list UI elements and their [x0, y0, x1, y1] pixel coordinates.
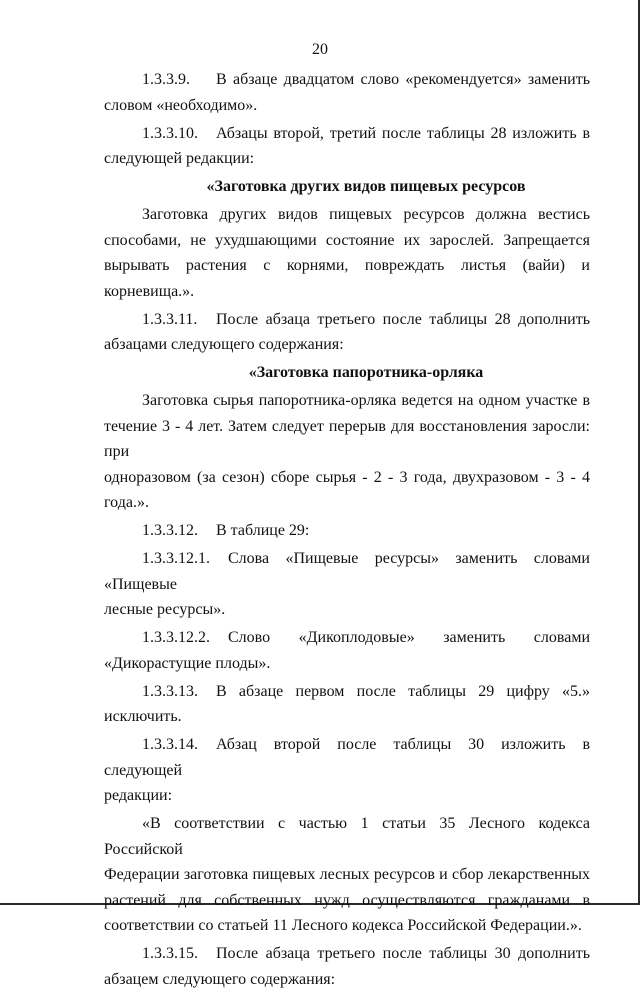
item-number: 1.3.3.10. [142, 121, 216, 147]
item-text: Абзацы второй, третий после таблицы 28 изложить в [216, 125, 590, 142]
paragraph-2-line-2: следующей редакции: [104, 146, 590, 172]
section-heading-other-food-resources: «Заготовка других видов пищевых ресурсов [104, 174, 590, 200]
paragraph-10-line-1 [104, 732, 590, 783]
item-number: 1.3.3.12. [142, 518, 216, 544]
item-text: В абзаце двадцатом слово «рекомендуется» заменить [216, 71, 590, 88]
page-number: 20 [0, 40, 640, 60]
item-text: Абзац второй после таблицы 30 изложить в следующей [104, 736, 590, 779]
item-number: 1.3.3.15. [142, 941, 216, 967]
item-text: После абзаца третьего после таблицы 30 дополнить [216, 945, 590, 962]
item-text: В абзаце первом после таблицы 29 цифру «5.» [216, 683, 590, 700]
paragraph-11-line-2: абзацем следующего содержания: [104, 967, 590, 992]
paragraph-7-line-1 [104, 546, 590, 597]
paragraph-3-line-1: Заготовка других видов пищевых ресурсов должна вестись [104, 202, 590, 228]
item-text: После абзаца третьего после таблицы 28 дополнить [216, 311, 590, 328]
item-text: Слово «Дикоплодовые» заменить словами [228, 629, 590, 646]
paragraph-1-line-1 [104, 67, 590, 93]
paragraph-4-line-2: абзацами следующего содержания: [104, 332, 590, 358]
section-heading-bracken-fern: «Заготовка папоротника-орляка [104, 360, 590, 386]
paragraph-2-line-1 [104, 121, 590, 147]
paragraph-3-line-2: способами, не ухудшающими состояние их зарослей. Запрещается [104, 228, 590, 254]
paragraph-5-line-3: одноразовом (за сезон) сборе сырья - 2 - 3 года, двухразовом - 3 - 4 года.». [104, 465, 590, 516]
item-number: 1.3.3.13. [142, 679, 216, 705]
paragraph-9-line-2: исключить. [104, 704, 590, 730]
paragraph-8-line-2: «Дикорастущие плоды». [104, 651, 590, 677]
paragraph-9-line-1 [104, 679, 590, 705]
item-number: 1.3.3.11. [142, 307, 216, 333]
paragraph-8-line-1 [104, 625, 590, 651]
paragraph-3-line-3: вырывать растения с корнями, повреждать листья (вайи) и корневища.». [104, 253, 590, 304]
document-body [104, 67, 590, 992]
quoted-paragraph-line-1: «В соответствии с частью 1 статьи 35 Лесного кодекса Российской [104, 811, 590, 862]
quoted-paragraph-line-2: Федерации заготовка пищевых лесных ресурсов и сбор лекарственных [104, 862, 590, 888]
paragraph-5-line-1: Заготовка сырья папоротника-орляка ведется на одном участке в [104, 388, 590, 414]
item-number: 1.3.3.14. [142, 732, 216, 758]
quoted-paragraph-line-3: растений для собственных нужд осуществляются гражданами в [104, 888, 590, 914]
quoted-paragraph-line-4: соответствии со статьей 11 Лесного кодекса Российской Федерации.». [104, 913, 590, 939]
paragraph-1-line-2: словом «необходимо». [104, 93, 590, 119]
paragraph-5-line-2: течение 3 - 4 лет. Затем следует перерыв для восстановления заросли: при [104, 414, 590, 465]
item-number: 1.3.3.12.1. [142, 546, 228, 572]
item-text: Слова «Пищевые ресурсы» заменить словами «Пищевые [104, 550, 590, 593]
paragraph-11-line-1 [104, 941, 590, 967]
item-text: В таблице 29: [216, 522, 309, 539]
paragraph-7-line-2: лесные ресурсы». [104, 597, 590, 623]
item-number: 1.3.3.9. [142, 67, 216, 93]
item-number: 1.3.3.12.2. [142, 625, 228, 651]
paragraph-10-line-2: редакции: [104, 783, 590, 809]
paragraph-4-line-1 [104, 307, 590, 333]
paragraph-6 [104, 518, 590, 544]
